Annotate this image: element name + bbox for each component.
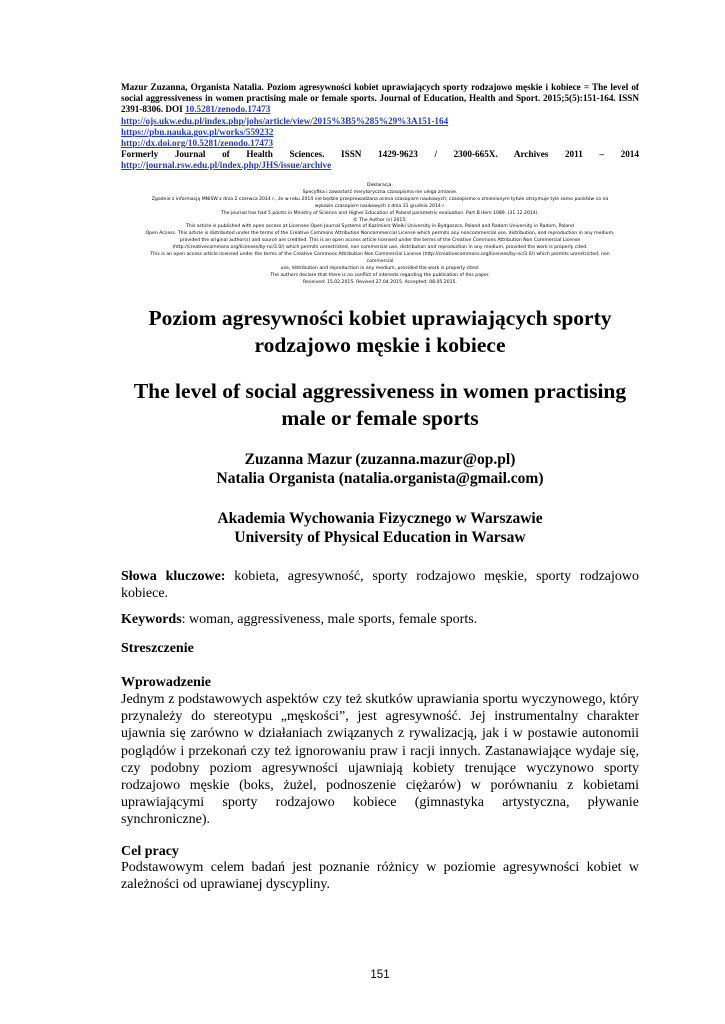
affiliation bbox=[95, 509, 665, 547]
pbn-link[interactable]: https://pbn.nauka.gov.pl/works/559232 bbox=[121, 126, 274, 137]
abstract-heading: Streszczenie bbox=[121, 641, 194, 656]
notice-line: © The Author (s) 2015; bbox=[353, 217, 407, 223]
notice-line: Specyfika i zawartość merytoryczna czasopisma nie ulega zmianie. bbox=[302, 189, 458, 195]
introduction-heading: Wprowadzenie bbox=[121, 675, 211, 690]
notice-line: use, distribution and reproduction in any medium, provided the work is properly cited. bbox=[280, 265, 480, 271]
notice-line: Zgodnie z informacją MNiSW z dnia 2 czerwca 2014 r., że w roku 2014 nie będzie przeprowadzana ocena czasopism naukowych; czasopismo o zmienionym tytule otrzymuje tyle samo punktów co na bbox=[151, 196, 609, 202]
citation-text: Mazur Zuzanna, Organista Natalia. Poziom agresywności kobiet uprawiających sporty rodzajowo męskie i kobiece = The level of social aggressiveness in women practising male or female sports. Journal of Education, Health and Sport. 2015;5(5):151-164. ISSN 2391-8306. DOI bbox=[121, 82, 639, 115]
title-polish bbox=[95, 305, 665, 359]
notice-line: provided the original author(s) and source are credited. This is an open access article licensed under the terms of the Creative Commons Attribution Non Commercial License bbox=[179, 238, 581, 244]
affiliation-polish: Akademia Wychowania Fizycznego w Warszawie bbox=[217, 510, 543, 527]
introduction-paragraph: Jednym z podstawowych aspektów czy też skutków uprawiania sportu wyczynowego, który przynależy do stereotypu „męskości”, jest agresywność. Jej instrumentalny charakter ujawnia się zarówno w działaniach związanych z rywalizacją, jak i w postawie autonomii poglądów i przekonań czy też ignorowaniu praw i racji innych. Zastanawiające wydaje się, czy podobny poziom agresywności ujawniają kobiety trenujące wyczynowo sporty rodzajowo męskie (boks, żużel, podnoszenie ciężarów) w porównaniu z kobietami uprawiającymi sporty rodzajowo kobiece (gimnastyka artystyczna, pływanie synchroniczne). bbox=[121, 692, 639, 828]
title-english bbox=[95, 378, 665, 432]
author-2: Natalia Organista (natalia.organista@gmail.com) bbox=[216, 470, 544, 487]
doi-link[interactable]: 10.5281/zenodo.17473 bbox=[185, 104, 271, 115]
keywords-polish-text: kobieta, agresywność, sporty rodzajowo męskie, sporty rodzajowo kobiece. bbox=[121, 569, 639, 602]
authors bbox=[95, 450, 665, 488]
page-number: 151 bbox=[370, 969, 390, 981]
title-polish-line1: Poziom agresywności kobiet uprawiających sporty bbox=[148, 306, 612, 330]
notice-line: Deklaracja. bbox=[367, 183, 393, 188]
title-english-line2: male or female sports bbox=[281, 406, 479, 430]
notice-line: Open Access. This article is distributed under the terms of the Creative Commons Attribution Noncommercial License which permits any noncommercial use, distribution, and reproduction in any medium, bbox=[145, 231, 615, 237]
archive-link[interactable]: http://journal.rsw.edu.pl/index.php/JHS/issue/archive bbox=[121, 160, 332, 171]
notice-line: The authors declare that there is no conflict of interests regarding the publication of this paper. bbox=[270, 272, 490, 278]
author-1: Zuzanna Mazur (zuzanna.mazur@op.pl) bbox=[244, 451, 516, 468]
ojs-link[interactable]: http://ojs.ukw.edu.pl/index.php/johs/article/view/2015%3B5%285%29%3A151-164 bbox=[121, 115, 449, 126]
aim-heading: Cel pracy bbox=[121, 844, 179, 859]
title-english-line1: The level of social aggressiveness in women practising bbox=[133, 379, 627, 403]
aim-paragraph: Podstawowym celem badań jest poznanie różnicy w poziomie agresywności kobiet w zależności od uprawianej dyscypliny. bbox=[121, 860, 639, 893]
dx-doi-link[interactable]: http://dx.doi.org/10.5281/zenodo.17473 bbox=[121, 138, 274, 149]
keywords-english-text: : woman, aggressiveness, male sports, female sports. bbox=[181, 612, 478, 627]
keywords-english bbox=[121, 611, 639, 628]
keywords-english-label: Keywords bbox=[121, 612, 182, 627]
formerly-text: Formerly Journal of Health Sciences. ISSN 1429-9623 / 2300-665X. Archives 2011 – 2014 bbox=[121, 149, 639, 160]
notice-line: Received: 15.02.2015. Revised 27.04.2015. Accepted: 08.05.2015. bbox=[303, 279, 457, 285]
notice-line: commercial bbox=[366, 258, 394, 264]
title-polish-line2: rodzajowo męskie i kobiece bbox=[254, 333, 506, 357]
affiliation-english: University of Physical Education in Warsaw bbox=[234, 529, 526, 546]
keywords-polish-label: Słowa kluczowe: bbox=[121, 569, 226, 584]
notice-line: This is an open access article licensed under the terms of the Creative Commons Attribution Non Commercial License (http://creativecommons.org/licenses/by-nc/3.0/) which permits unrestricted, non bbox=[150, 252, 610, 258]
citation-block bbox=[121, 82, 639, 172]
notice-line: This article is published with open access at Licensee Open Journal Systems of Kazimierz Wielki University in Bydgoszcz, Poland and Radom University in Radom, Poland bbox=[186, 224, 574, 230]
notice-line: The journal has had 5 points in Ministry of Science and Higher Education of Poland parametric evaluation. Part B item 1089. (31.12.2014). bbox=[221, 210, 539, 216]
license-notice bbox=[112, 183, 648, 287]
notice-line: wykazie czasopism naukowych z dnia 31 grudnia 2014 r. bbox=[314, 203, 446, 209]
keywords-polish bbox=[121, 568, 639, 602]
notice-line: (http://creativecommons.org/licenses/by-nc/3.0/) which permits unrestricted, non commercial use, distribution and reproduction in any medium, provided the work is properly cited. bbox=[172, 245, 588, 251]
